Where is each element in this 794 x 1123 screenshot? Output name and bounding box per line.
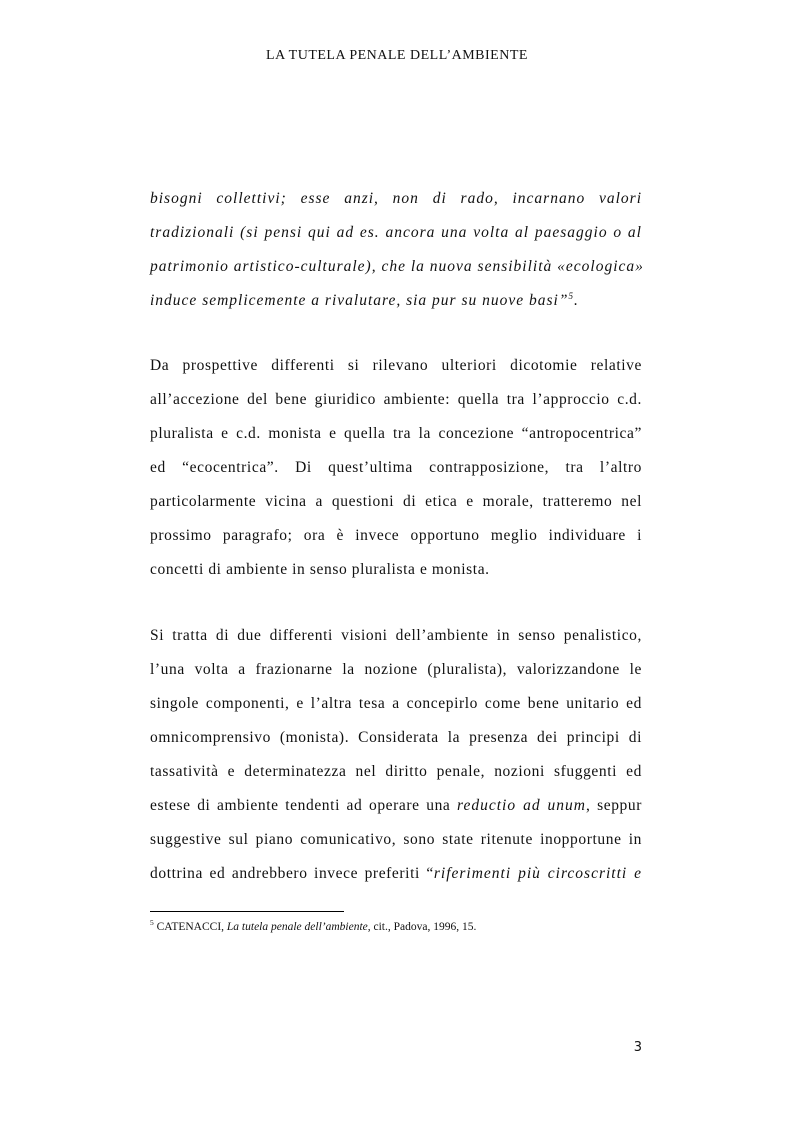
paragraph-line: pluralista e c.d. monista e quella tra la concezione “antropocentrica” xyxy=(150,425,642,442)
latin-phrase: reductio ad unum xyxy=(457,797,587,814)
paragraph-line: all’accezione del bene giuridico ambiente: quella tra l’approccio c.d. xyxy=(150,391,642,408)
paragraph-line: l’una volta a frazionarne la nozione (pluralista), valorizzandone le xyxy=(150,661,642,678)
paragraph-text: estese di ambiente tendenti ad operare una xyxy=(150,797,457,814)
quote-last-line xyxy=(150,290,642,312)
paragraph-text: , seppur xyxy=(586,797,643,814)
paragraph-line: prossimo paragrafo; ora è invece opportuno meglio individuare i xyxy=(150,527,642,544)
quote-line: bisogni collettivi; esse anzi, non di rado, incarnano valori xyxy=(150,190,642,207)
quoted-phrase: riferimenti più circoscritti e xyxy=(433,865,642,882)
quote-line: patrimonio artistico-culturale), che la nuova sensibilità «ecologica» xyxy=(150,258,644,275)
paragraph-line: particolarmente vicina a questioni di etica e morale, tratteremo nel xyxy=(150,493,642,510)
paragraph-line: omnicomprensivo (monista). Considerata la presenza dei principi di xyxy=(150,729,642,746)
quote-line-text: induce semplicemente a rivalutare, sia pur su nuove basi” xyxy=(150,292,569,309)
paragraph-line: singole componenti, e l’altra tesa a concepirlo come bene unitario ed xyxy=(150,695,642,712)
paragraph-line: concetti di ambiente in senso pluralista e monista. xyxy=(150,561,490,578)
footnote-separator xyxy=(150,911,344,912)
quote-line: tradizionali (si pensi qui ad es. ancora una volta al paesaggio o al xyxy=(150,224,642,241)
paragraph-line: Da prospettive differenti si rilevano ulteriori dicotomie relative xyxy=(150,357,642,374)
footnote-number: 5 xyxy=(150,918,154,928)
paragraph-line: Si tratta di due differenti visioni dell’ambiente in senso penalistico, xyxy=(150,627,642,644)
footnote-author: CATENACCI, xyxy=(153,921,227,933)
paragraph-line: suggestive sul piano comunicativo, sono state ritenute inopportune in xyxy=(150,831,642,848)
footnote-citation: , cit., Padova, 1996, 15. xyxy=(367,921,477,933)
paragraph-line xyxy=(150,795,642,817)
quote-line-end: . xyxy=(573,292,579,309)
footnote xyxy=(150,919,642,935)
footnote-title: La tutela penale dell’ambiente xyxy=(226,921,368,933)
page-number: 3 xyxy=(633,1040,642,1055)
paragraph-line xyxy=(150,863,642,885)
running-header: LA TUTELA PENALE DELL’AMBIENTE xyxy=(266,48,528,63)
footnote-reference[interactable]: 5 xyxy=(568,290,574,301)
paragraph-line: ed “ecocentrica”. Di quest’ultima contrapposizione, tra l’altro xyxy=(150,459,642,476)
paragraph-text: dottrina ed andrebbero invece preferiti “ xyxy=(150,865,434,882)
paragraph-line: tassatività e determinatezza nel diritto penale, nozioni sfuggenti ed xyxy=(150,763,642,780)
